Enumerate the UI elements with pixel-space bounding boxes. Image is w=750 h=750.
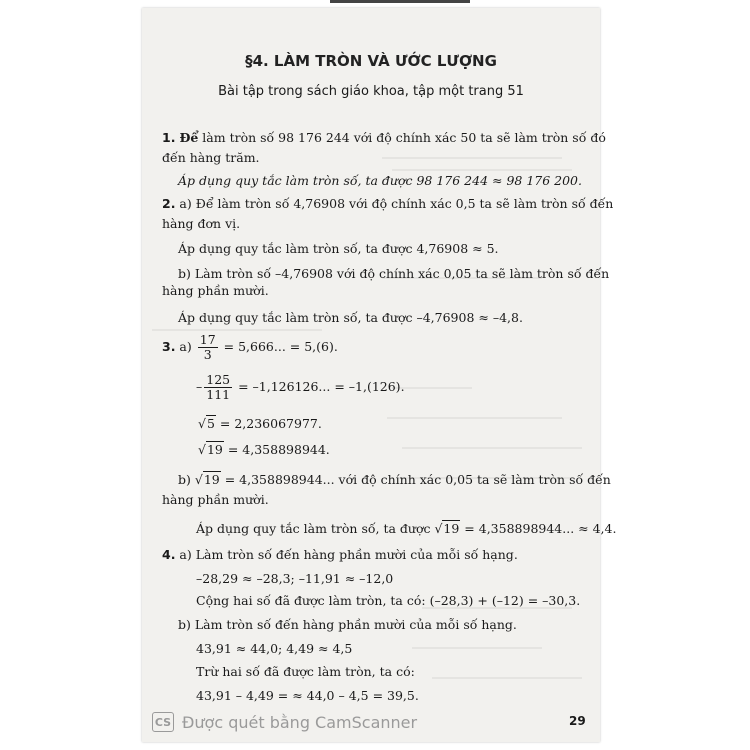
- sqrt-symbol: √19: [198, 442, 223, 457]
- fraction-numerator: 17: [199, 332, 216, 347]
- ex3-f1-result: = 5,666... = 5,(6).: [223, 339, 338, 354]
- ex3-b-apply: [196, 521, 616, 537]
- sqrt-radicand: 5: [206, 416, 215, 431]
- ex1-number: 1.: [162, 130, 176, 145]
- ex1-text2: đến hàng trăm.: [162, 150, 260, 165]
- ex3-f2-result: = –1,126126... = –1,(126).: [238, 379, 405, 394]
- sqrt-symbol: √5: [198, 416, 215, 431]
- ex1-apply: Áp dụng quy tắc làm tròn số, ta được 98 176 244 ≈ 98 176 200.: [178, 173, 582, 188]
- fraction-denominator: 3: [203, 347, 212, 362]
- scan-top-edge: [0, 0, 750, 8]
- ex3-f2-sign: –: [196, 379, 203, 394]
- ex3-f2-line: [196, 370, 405, 404]
- sqrt-symbol: √19: [194, 472, 220, 487]
- ex2-a-apply: Áp dụng quy tắc làm tròn số, ta được 4,76908 ≈ 5.: [178, 241, 499, 256]
- sqrt-symbol: √19: [434, 521, 460, 536]
- camscanner-logo-icon: CS: [152, 712, 174, 732]
- ex3-fraction-125-111: [204, 373, 232, 402]
- ex4-number: 4.: [162, 547, 176, 562]
- ex1-text1: làm tròn số 98 176 244 với độ chính xác 50 ta sẽ làm tròn số đó: [198, 130, 606, 145]
- ex2-b2: hàng phần mười.: [162, 283, 269, 298]
- ex3-a-line: [162, 330, 338, 364]
- ex2-number: 2.: [162, 196, 176, 211]
- ex4-a2: –28,29 ≈ –28,3; –11,91 ≈ –12,0: [196, 571, 394, 586]
- ex3-number: 3.: [162, 339, 176, 354]
- ex3-sqrt19-line: [198, 442, 330, 458]
- ex3-sqrt19-result: = 4,358898944.: [223, 442, 330, 457]
- watermark-text: Được quét bằng CamScanner: [182, 712, 418, 732]
- ex3-b2: hàng phần mười.: [162, 492, 269, 507]
- fraction-numerator: 125: [206, 372, 231, 387]
- ex3-b-text: = 4,358898944... với độ chính xác 0,05 ta sẽ làm tròn số đến: [220, 472, 611, 487]
- ex1-line1: [162, 130, 606, 146]
- ex2-b1: b) Làm tròn số –4,76908 với độ chính xác 0,05 ta sẽ làm tròn số đến: [178, 266, 610, 281]
- camscanner-watermark: [152, 712, 417, 732]
- ex3-a-label: a): [175, 339, 192, 354]
- section-subtitle: Bài tập trong sách giáo khoa, tập một trang 51: [218, 84, 524, 99]
- ex4-b2: 43,91 ≈ 44,0; 4,49 ≈ 4,5: [196, 641, 353, 656]
- ex3-sqrt5-result: = 2,236067977.: [215, 416, 322, 431]
- ex3-fraction-17-3: [198, 333, 218, 362]
- ex3-b-label: b): [178, 472, 195, 487]
- ex2-line1: [162, 196, 613, 212]
- ex3-b-apply-post: = 4,358898944... ≈ 4,4.: [460, 521, 617, 536]
- page-number: 29: [569, 714, 586, 728]
- book-page: [142, 8, 617, 742]
- ex2-b-apply: Áp dụng quy tắc làm tròn số, ta được –4,76908 ≈ –4,8.: [178, 310, 523, 325]
- sqrt-radicand: 19: [443, 521, 460, 536]
- sqrt-radicand: 19: [203, 472, 220, 487]
- ex1-lead: Để: [179, 130, 199, 145]
- ex3-b-apply-pre: Áp dụng quy tắc làm tròn số, ta được: [196, 521, 435, 536]
- ex4-line1: [162, 547, 518, 563]
- ex3-b-line1: [178, 472, 611, 488]
- ex4-b4: 43,91 – 4,49 = ≈ 44,0 – 4,5 = 39,5.: [196, 688, 419, 703]
- sqrt-radicand: 19: [206, 442, 223, 457]
- ex4-b3: Trừ hai số đã được làm tròn, ta có:: [196, 664, 415, 679]
- ex2-a1: a) Để làm tròn số 4,76908 với độ chính xác 0,5 ta sẽ làm tròn số đến: [175, 196, 614, 211]
- ex3-sqrt5-line: [198, 416, 322, 432]
- ex2-a2: hàng đơn vị.: [162, 216, 241, 231]
- ex4-b1: b) Làm tròn số đến hàng phần mười của mỗi số hạng.: [178, 617, 517, 632]
- section-title: §4. LÀM TRÒN VÀ ƯỚC LƯỢNG: [245, 52, 497, 70]
- scan-edge-mark: [330, 0, 470, 3]
- fraction-denominator: 111: [206, 387, 231, 402]
- ex4-a1: a) Làm tròn số đến hàng phần mười của mỗi số hạng.: [175, 547, 518, 562]
- ex4-a3: Cộng hai số đã được làm tròn, ta có: (–28,3) + (–12) = –30,3.: [196, 593, 581, 608]
